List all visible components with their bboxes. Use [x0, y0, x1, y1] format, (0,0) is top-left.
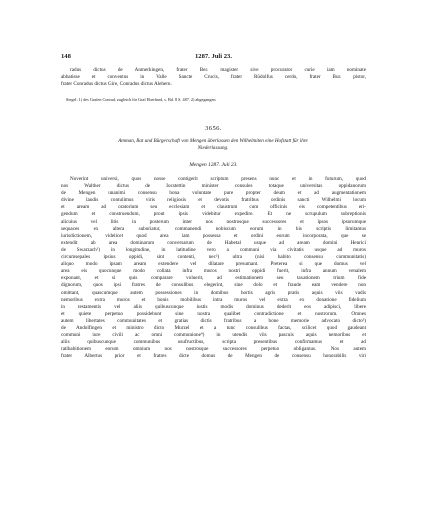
- page-number: 148: [61, 53, 71, 60]
- text-line: frater Conradus dictus Gire, Conradus dictus Alehern.: [61, 81, 172, 88]
- body-line: frater Albertus prior et fratres dicte domus de Mengen de consensu honorabilis viri: [61, 353, 366, 360]
- document-title: [72, 138, 354, 152]
- body-line: ratihabitionem eorum omnium nos nostrosque successores perpetuo obligamus. Nos autem: [61, 346, 366, 353]
- body-line: de Swarzach¹) in longitudine, in latitudine vero a communi via civitatis usque ad muros: [61, 246, 366, 253]
- body-line: communi iure civili ac omni communione⁴) in utendis viis pascuis aquis nemoribus et: [61, 332, 366, 339]
- body-line: nos Walther dictus de Iocstettin minister consules totaque universitas oppidanorum: [61, 183, 366, 190]
- title-line: Niederlassung.: [197, 145, 229, 151]
- title-line: Amman, Rat und Bürgerschaft von Mengen überlassen den Wilhelmiten eine Hofstatt für ihre: [118, 138, 308, 144]
- body-line: exponant, et si quis comparare voluerit, ad estimationem seu taxationem trium fide: [61, 275, 366, 282]
- body-line: sequaces ex altera suboriatur, commanendi nobiscum eorum in his scriptis limitamus: [61, 225, 366, 232]
- body-line: area eis quocunque modo collata infra muros nostri oppidi fuerit, infra annum venalem: [61, 268, 366, 275]
- body-line: iurisdictionem, videlicet quod area iam possessa et ordini eorum incorporata, que se: [61, 232, 366, 239]
- body-line: extendit ab area dominarum conversarum de Habetal usque ad aream domini Henrici: [61, 239, 366, 246]
- body-line: omittant, quascumque autem possessiones in domibus hortis agris pratis aquis viis vadis: [61, 289, 366, 296]
- document-dateline: Mengen 1287. Juli 23.: [189, 162, 238, 168]
- body-line: de Mengen unanimi consensu bona voluntate pure propter deum et ad augmentationem: [61, 190, 366, 197]
- body-line: circumsepales ipsius oppidi, sint contenti, nec²) ultra (nisi habito consensu communitatis): [61, 254, 366, 261]
- text-line: radus dictus de Anmerkingen, frater Ber. magister sive procurator curie iam nominate: [70, 67, 366, 73]
- body-line: divine laudis contulimus viris religiosis et devotis fratribus ordinis sancti Wilhelmi locum: [61, 197, 366, 204]
- body-line: de Andolfingen et ministro dicto Murzel et a tunc consulibus factas, scilicet quod gaudeant: [61, 324, 366, 331]
- document-body: [61, 176, 366, 360]
- body-line: dignorum, quos ipsi fratres de consulibus elegerint, sine dolo et fraude eam vendere non: [61, 282, 366, 289]
- body-line: alicuius vel litis in posterum inter nos nostrosque successores et ipsos ipsorumque: [61, 218, 366, 225]
- body-line: gendum et construendum, prout ipsis videbitur expedire. Et ne scrupulum subreptionis: [61, 211, 366, 218]
- body-line: Noverint universi, quos nosse contigerit scriptum presens nunc et in futurum, quod: [70, 176, 366, 182]
- document-number: 3656.: [205, 125, 222, 132]
- body-line: aliis quibuscunque communibus usufructibus, scripta presentibus confirmamus et ad: [61, 339, 366, 346]
- body-line: autem libertates communitates et gratias dictis fratribus a bone memorie advocato dicto³): [61, 317, 366, 324]
- body-line: nemoribus extra muros et bonis mobilibus intra muros vel extra ex donatione fidelium: [61, 296, 366, 303]
- previous-document-tail: [61, 67, 366, 88]
- body-line: aliquo modo ipsam aream extendere vel dilatare presumant. Preterea si que domus vel: [61, 261, 366, 268]
- running-header-date: 1287. Juli 23.: [194, 53, 232, 60]
- text-line: abbatisse et conventus in Valle Sancte Crucis, frater Rūdolfus cerdo, frater Bur. pistor,: [61, 74, 366, 81]
- body-line: in testamentis vel aliis quibuscunque iustis modis dominus dederit eos adipisci, libere: [61, 303, 366, 310]
- body-line: et quiete perpetuo possidebunt sine nostra qualibet contradictione et nostrorum. Omnes: [61, 310, 366, 317]
- body-line: et aream ad oratorium seu ecclesiam et claustrum cum officinis eis competentibus eri-: [61, 204, 366, 211]
- seal-note: Siegel: 1) des Grafen Conrad, zugleich für Graf Eberhard, s. Bd. 8 S. 487. 2) abgegangen.: [66, 97, 217, 102]
- running-header: [61, 53, 366, 63]
